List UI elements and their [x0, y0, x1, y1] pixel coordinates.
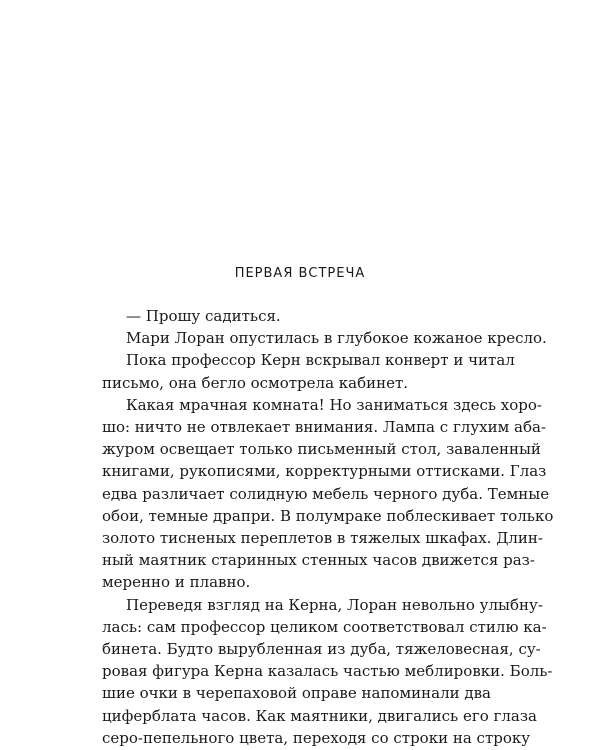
text-line: журом освещает только письменный стол, заваленный: [102, 440, 541, 459]
text-line: Мари Лоран опустилась в глубокое кожаное кресло.: [126, 329, 547, 348]
text-line: Пока профессор Керн вскрывал конверт и читал: [126, 351, 515, 370]
text-line: меренно и плавно.: [102, 573, 251, 592]
text-line: обои, темные драпри. В полумраке поблескивает только: [102, 506, 554, 525]
text-line: шие очки в черепаховой оправе напоминали два: [102, 684, 491, 703]
text-line: книгами, рукописями, корректурными оттисками. Глаз: [102, 462, 547, 481]
text-line: ровая фигура Керна казалась частью меблировки. Боль-: [102, 662, 553, 681]
text-line: шо: ничто не отвлекает внимания. Лампа с глухим аба-: [102, 418, 547, 437]
text-line: письмо, она бегло осмотрела кабинет.: [102, 373, 409, 392]
text-line: лась: сам профессор целиком соответствовал стилю ка-: [102, 617, 547, 636]
text-line: едва различает солидную мебель черного дуба. Темные: [102, 484, 550, 503]
text-line: Переведя взгляд на Керна, Лоран невольно улыбну-: [126, 595, 543, 614]
paragraph: [102, 594, 553, 749]
paragraph: [102, 327, 547, 349]
text-line: ный маятник старинных стенных часов движется раз-: [102, 551, 535, 570]
text-line: Какая мрачная комната! Но заниматься здесь хоро-: [126, 395, 542, 414]
paragraph: [102, 394, 554, 594]
text-line: золото тисненых переплетов в тяжелых шкафах. Длин-: [102, 529, 543, 548]
text-line: циферблата часов. Как маятники, двигались его глаза: [102, 706, 537, 725]
body-text: [102, 305, 554, 749]
paragraph: [102, 349, 515, 393]
text-line: бинета. Будто вырубленная из дуба, тяжеловесная, су-: [102, 640, 541, 659]
text-line: — Прошу садиться.: [126, 307, 281, 325]
paragraph: [102, 305, 488, 327]
text-line: серо-пепельного цвета, переходя со строки на строку: [102, 728, 531, 747]
chapter-title: ПЕРВАЯ ВСТРЕЧА: [234, 266, 366, 281]
